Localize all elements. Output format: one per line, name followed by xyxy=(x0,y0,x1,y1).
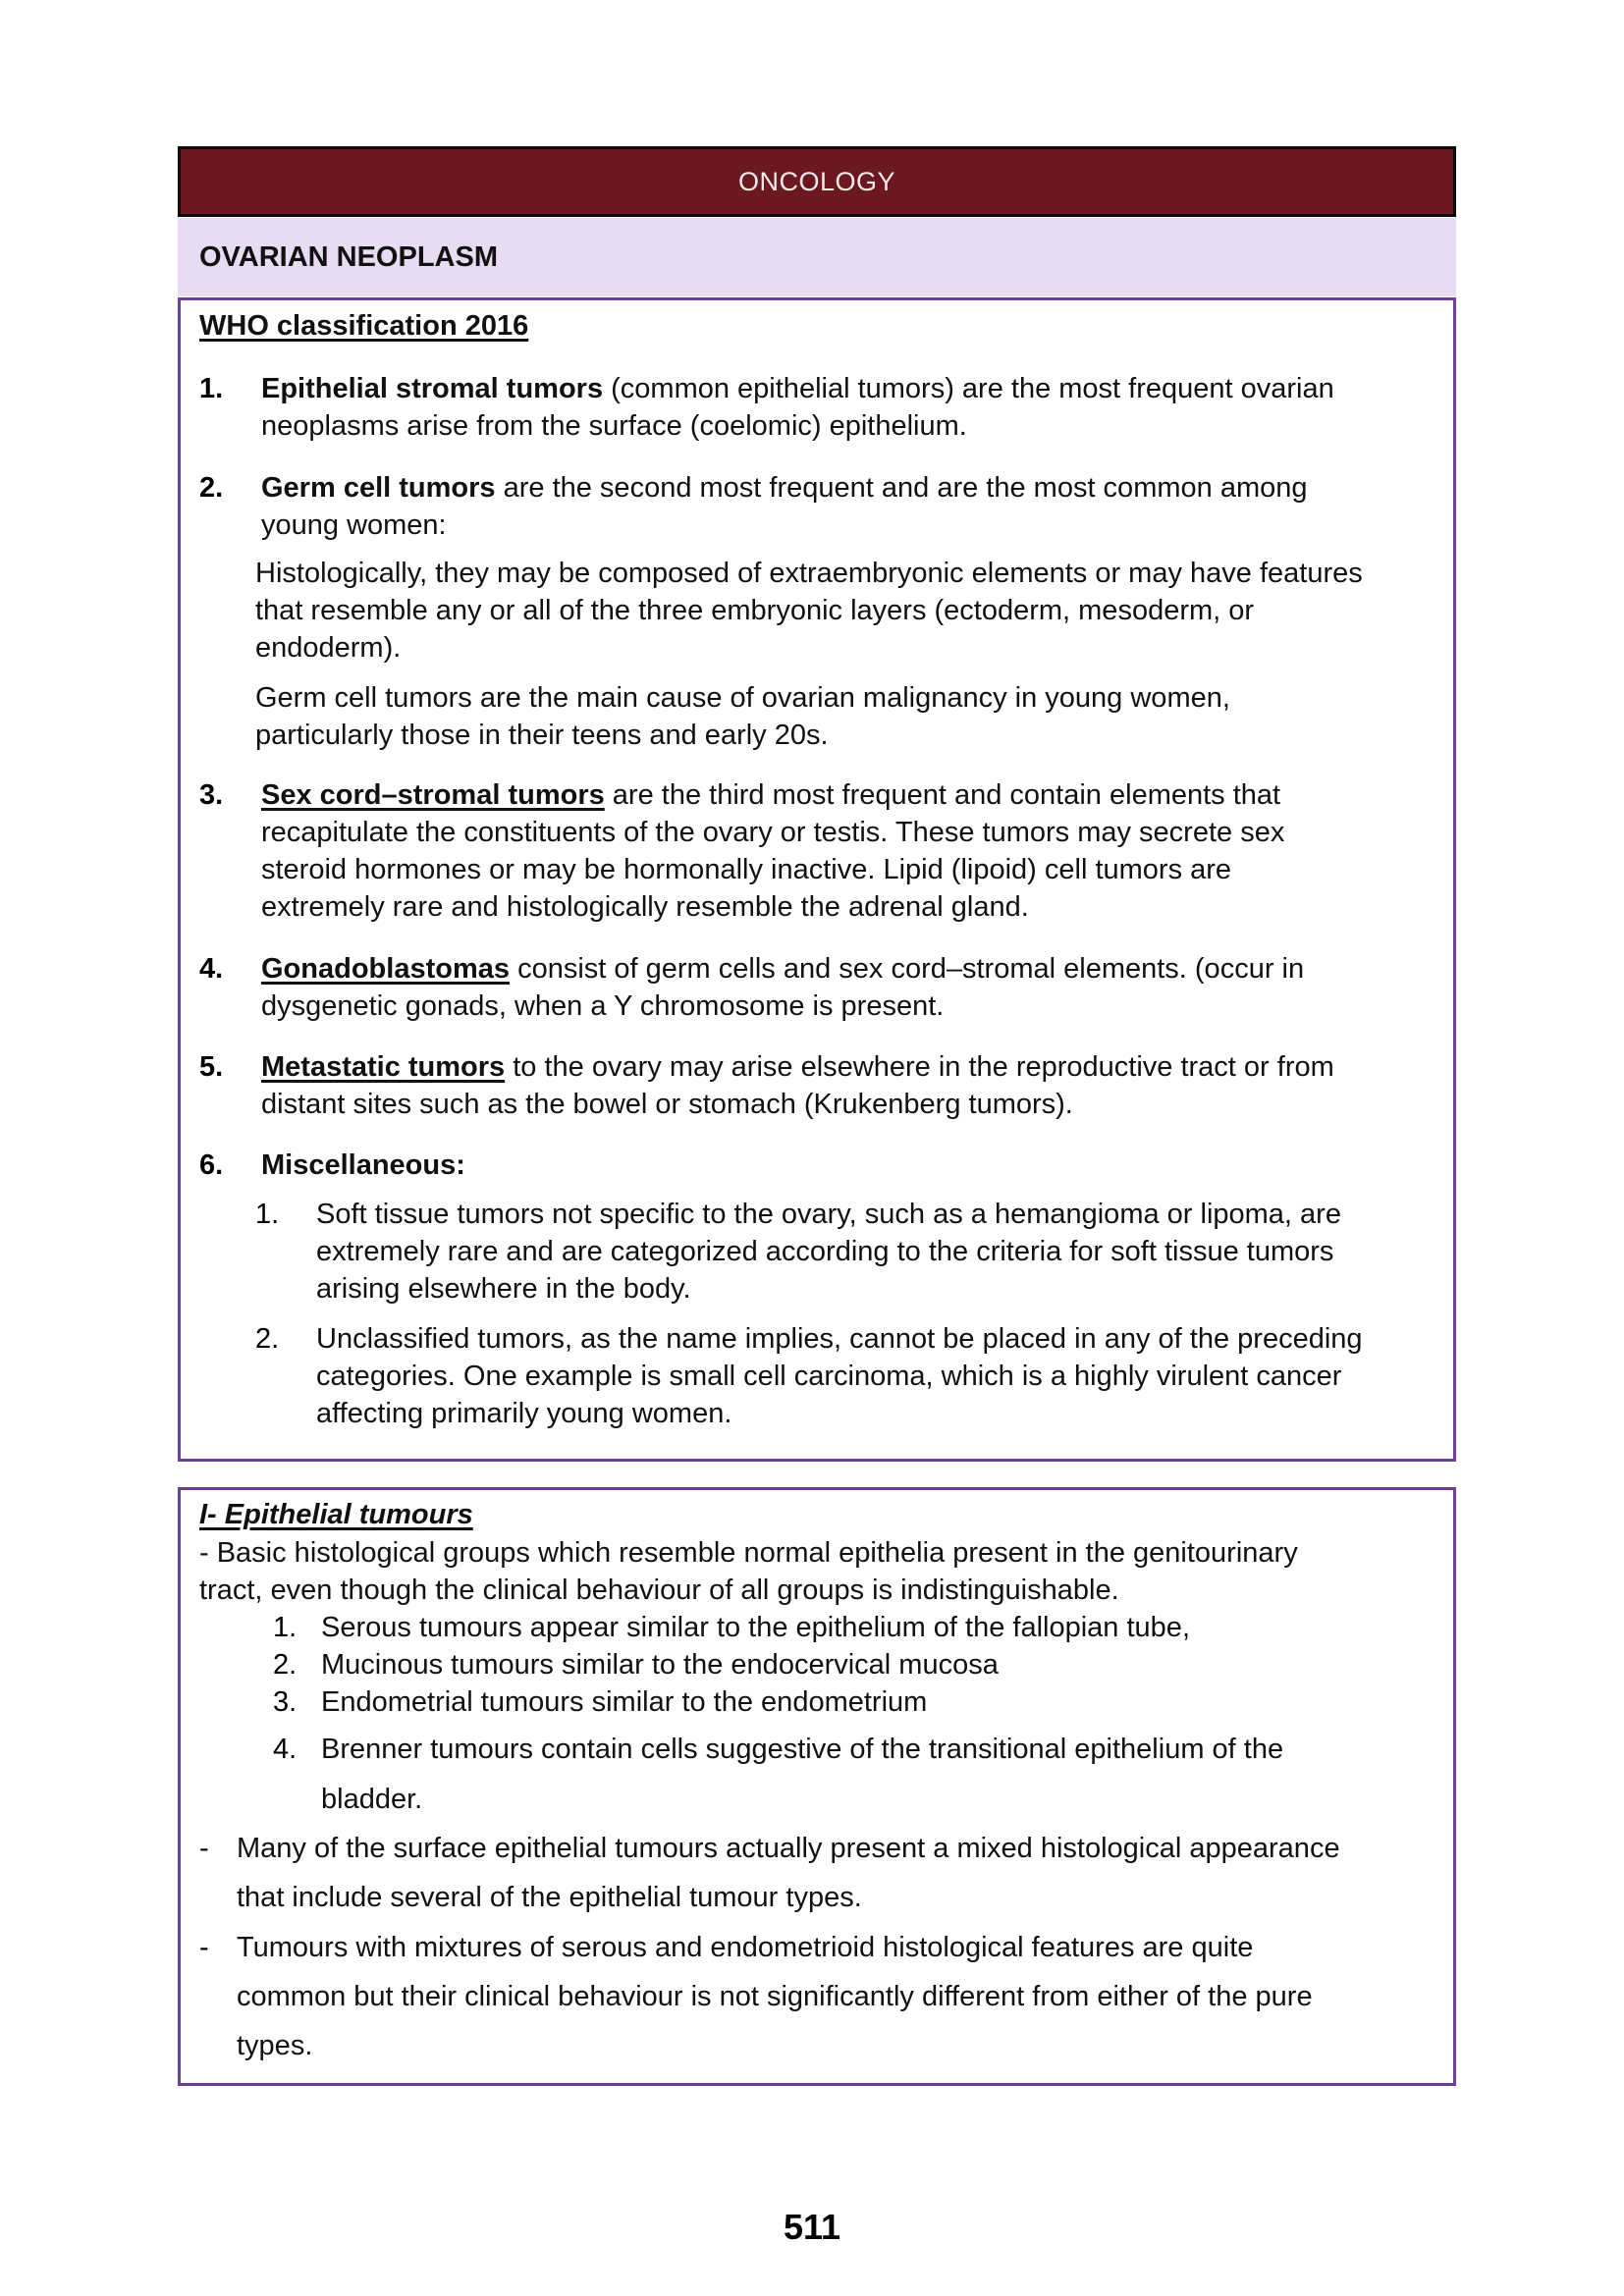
section-title-band xyxy=(178,218,1456,296)
subitem-number: 1. xyxy=(273,1612,298,1643)
item-number: 4. xyxy=(199,953,224,985)
subitem-line: extremely rare and are categorized according to the criteria for soft tissue tumors xyxy=(316,1236,1334,1267)
bullet-line: that include several of the epithelial tumour types. xyxy=(237,1882,862,1913)
paragraph-line: particularly those in their teens and early 20s. xyxy=(255,720,829,751)
paragraph-line: endoderm). xyxy=(255,632,402,664)
intro-line: tract, even though the clinical behaviour of all groups is indistinguishable. xyxy=(199,1575,1119,1606)
section-title: OVARIAN NEOPLASM xyxy=(199,240,498,273)
item-term: Germ cell tumors xyxy=(261,472,496,504)
bullet-marker: - xyxy=(199,1932,209,1963)
intro-line: - Basic histological groups which resemble normal epithelia present in the genitourinary xyxy=(199,1537,1298,1569)
list-item-line: Sex cord–stromal tumors are the third most frequent and contain elements that xyxy=(261,779,1281,811)
subitem-line: Serous tumours appear similar to the epithelium of the fallopian tube, xyxy=(321,1612,1190,1643)
subitem-line: Mucinous tumours similar to the endocervical mucosa xyxy=(321,1649,999,1681)
item-number: 3. xyxy=(199,779,224,811)
item-term: Epithelial stromal tumors xyxy=(261,373,604,404)
subitem-line: Unclassified tumors, as the name implies, cannot be placed in any of the preceding xyxy=(316,1323,1363,1355)
list-item-line: Epithelial stromal tumors (common epithelial tumors) are the most frequent ovarian xyxy=(261,373,1334,404)
item-term: Metastatic tumors xyxy=(261,1051,506,1083)
subitem-line: affecting primarily young women. xyxy=(316,1398,732,1429)
list-item-line: neoplasms arise from the surface (coelomic) epithelium. xyxy=(261,410,967,442)
chapter-header-bar xyxy=(178,146,1456,217)
item-number: 1. xyxy=(199,373,224,404)
bullet-line: common but their clinical behaviour is not significantly different from either of the pure xyxy=(237,1981,1313,2012)
paragraph-line: that resemble any or all of the three embryonic layers (ectoderm, mesoderm, or xyxy=(255,595,1255,626)
epithelial-heading: I- Epithelial tumours xyxy=(199,1499,473,1530)
subitem-line: arising elsewhere in the body. xyxy=(316,1273,691,1305)
subitem-line: Endometrial tumours similar to the endometrium xyxy=(321,1686,928,1718)
list-item-line: Gonadoblastomas consist of germ cells and sex cord–stromal elements. (occur in xyxy=(261,953,1305,985)
bullet-line: Many of the surface epithelial tumours actually present a mixed histological appearance xyxy=(237,1833,1340,1864)
list-item-line: dysgenetic gonads, when a Y chromosome is present. xyxy=(261,990,945,1022)
subitem-number: 2. xyxy=(273,1649,298,1681)
item-term: Gonadoblastomas xyxy=(261,953,510,985)
paragraph-line: Germ cell tumors are the main cause of ovarian malignancy in young women, xyxy=(255,682,1230,714)
list-item-line: recapitulate the constituents of the ovary or testis. These tumors may secrete sex xyxy=(261,817,1285,848)
list-item-line: distant sites such as the bowel or stomach (Krukenberg tumors). xyxy=(261,1089,1073,1120)
bullet-line: Tumours with mixtures of serous and endometrioid histological features are quite xyxy=(237,1932,1254,1963)
item-term: Miscellaneous: xyxy=(261,1149,465,1181)
bullet-marker: - xyxy=(199,1833,209,1864)
subitem-number: 2. xyxy=(255,1323,280,1355)
subitem-line: bladder. xyxy=(321,1784,423,1815)
subitem-number: 1. xyxy=(255,1199,280,1230)
paragraph-line: Histologically, they may be composed of extraembryonic elements or may have features xyxy=(255,558,1363,589)
item-number: 2. xyxy=(199,472,224,504)
bullet-line: types. xyxy=(237,2030,313,2061)
list-item-line: steroid hormones or may be hormonally inactive. Lipid (lipoid) cell tumors are xyxy=(261,854,1232,885)
list-item-line: Germ cell tumors are the second most frequent and are the most common among xyxy=(261,472,1308,504)
subitem-number: 4. xyxy=(273,1734,298,1765)
chapter-title: ONCOLOGY xyxy=(737,166,896,196)
list-item-line: young women: xyxy=(261,509,447,541)
subitem-line: Brenner tumours contain cells suggestive of the transitional epithelium of the xyxy=(321,1734,1284,1765)
list-item-line: extremely rare and histologically resemble the adrenal gland. xyxy=(261,891,1029,923)
who-heading: WHO classification 2016 xyxy=(199,310,529,342)
page-number: 511 xyxy=(783,2207,841,2247)
item-number: 5. xyxy=(199,1051,224,1083)
item-term: Sex cord–stromal tumors xyxy=(261,779,605,811)
subitem-line: categories. One example is small cell carcinoma, which is a highly virulent cancer xyxy=(316,1361,1342,1392)
item-number: 6. xyxy=(199,1149,224,1181)
list-item-line: Metastatic tumors to the ovary may arise elsewhere in the reproductive tract or from xyxy=(261,1051,1334,1083)
subitem-line: Soft tissue tumors not specific to the ovary, such as a hemangioma or lipoma, are xyxy=(316,1199,1341,1230)
subitem-number: 3. xyxy=(273,1686,298,1718)
